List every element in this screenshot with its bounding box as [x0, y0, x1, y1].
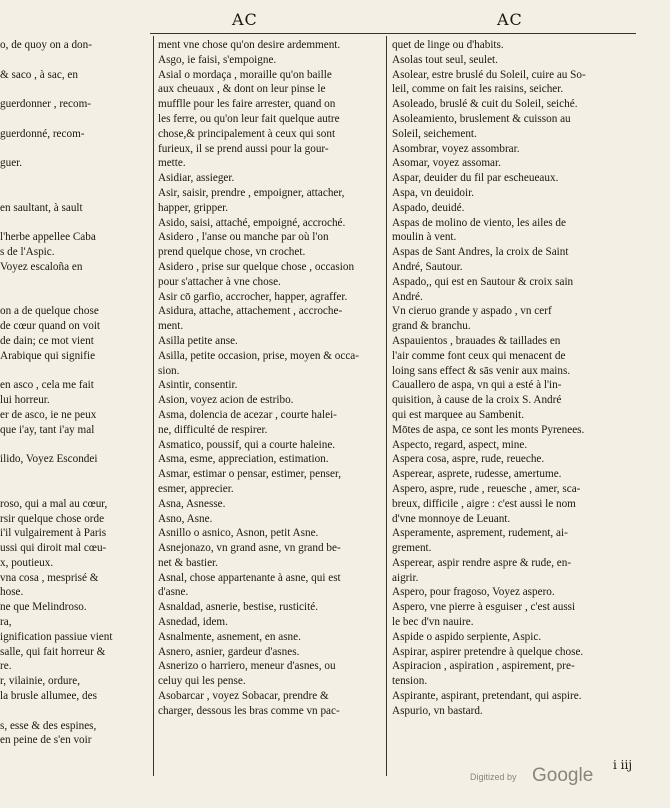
text-line: happer, gripper.	[158, 201, 229, 214]
text-line: grand & branchu.	[392, 320, 471, 333]
text-line: ra,	[0, 616, 12, 629]
text-line: breux, difficile , aigre : c'est aussi le nom	[392, 497, 576, 510]
text-line: d'asne.	[158, 586, 189, 599]
text-line: Asmar, estimar o pensar, estimer, penser,	[158, 468, 342, 481]
text-line: Vn cieruo grande y aspado , vn cerf	[392, 305, 552, 318]
text-line: André, Sautour.	[392, 260, 463, 273]
text-line: Asno, Asne.	[158, 512, 213, 525]
text-line: r, vilainie, ordure,	[0, 675, 81, 688]
text-line: quet de linge ou d'habits.	[392, 39, 504, 51]
text-line: ne, difficulté de respirer.	[158, 423, 268, 436]
text-line: Aspado,, qui est en Sautour & croix sain	[392, 275, 574, 288]
text-line: Aspero, pour fragoso, Voyez aspero.	[392, 586, 555, 599]
text-line: Asial o mordaça , moraille qu'on baille	[158, 68, 332, 81]
text-line: de cœur quand on voit	[0, 320, 101, 333]
text-line: Asion, voyez acion de estribo.	[158, 394, 294, 407]
text-line: ussi qui diroit mal cœu-	[0, 542, 107, 555]
text-line: Aspero, vne pierre à esguiser , c'est aussi	[392, 601, 576, 614]
text-line: i'il vulgairement à Paris	[0, 527, 107, 540]
text-line: Asnero, asnier, gardeur d'asnes.	[158, 645, 300, 658]
text-line: Asgo, ie faisi, s'empoigne.	[158, 53, 277, 66]
text-line: Aspa, vn deuidoir.	[392, 186, 475, 199]
text-line: lui horreur.	[0, 394, 50, 407]
text-line: loing sans effect & sās venir aux mains.	[392, 364, 571, 377]
text-line: charger, dessous les bras comme vn pac-	[158, 704, 340, 717]
text-line: moulin à vent.	[392, 231, 457, 244]
text-line: Asintir, consentir.	[158, 379, 238, 392]
text-line: André.	[392, 290, 423, 303]
text-line: en saultant, à sault	[0, 201, 83, 214]
text-line	[0, 290, 150, 305]
text-line: Asilla, petite occasion, prise, moyen & occa-	[158, 349, 359, 362]
text-line: sion.	[158, 364, 180, 377]
text-line: Asidura, attache, attachement , accroche-	[158, 305, 343, 318]
text-line: Asna, Asnesse.	[158, 497, 226, 510]
text-line: furieux, il se prend aussi pour la gour-	[158, 142, 329, 155]
text-line: Asilla petite anse.	[158, 334, 238, 347]
text-line: leil, comme on fait les raisins, seicher.	[392, 83, 564, 96]
text-line: Asma, esme, appreciation, estimation.	[158, 453, 329, 466]
text-line: Aspas de molino de viento, les ailes de	[392, 216, 566, 229]
text-line: qui est marquee au Sambenit.	[392, 408, 525, 421]
text-line: Asnillo o asnico, Asnon, petit Asne.	[158, 527, 319, 540]
text-line: la brusle allumee, des	[0, 690, 97, 703]
text-line: Asnalmente, asnement, en asne.	[158, 630, 301, 643]
text-line: & saco , à sac, en	[0, 68, 78, 81]
text-line: er de asco, ie ne peux	[0, 408, 97, 421]
text-line: re.	[0, 660, 12, 673]
text-line: grement.	[392, 542, 432, 555]
text-line: l'air comme font ceux qui menacent de	[392, 349, 566, 362]
text-line: Asnejonazo, vn grand asne, vn grand be-	[158, 542, 341, 555]
text-line: Asmatico, poussif, qui a courte haleine.	[158, 438, 336, 451]
text-line	[0, 438, 150, 453]
watermark-prefix: Digitized by	[470, 772, 517, 782]
text-line: Asnal, chose appartenante à asne, qui est	[158, 571, 341, 584]
header-rule	[150, 33, 636, 34]
text-line: Aspero, aspre, rude , reuesche , amer, sca-	[392, 482, 581, 495]
text-line: l'herbe appellee Caba	[0, 231, 96, 244]
text-line: Arabique qui signifie	[0, 349, 96, 362]
text-line: hose.	[0, 586, 24, 599]
text-line: ilido, Voyez Escondei	[0, 453, 98, 466]
text-line: Aspar, deuider du fil par escheueaux.	[392, 172, 559, 185]
text-line: Aspide o aspido serpiente, Aspic.	[392, 630, 542, 643]
text-line: s de l'Aspic.	[0, 246, 55, 259]
text-line: mufflle pour les faire arrester, quand on	[158, 98, 336, 111]
text-line: prend quelque chose, vn crochet.	[158, 246, 306, 259]
text-line: ment.	[158, 320, 184, 333]
column-rule-right	[386, 36, 387, 776]
text-line: tension.	[392, 675, 428, 688]
text-line: pour s'attacher à vne chose.	[158, 275, 281, 288]
text-line: Asnerizo o harriero, meneur d'asnes, ou	[158, 660, 336, 673]
text-line: Soleil, seichement.	[392, 127, 477, 140]
text-line: guerdonner , recom-	[0, 98, 92, 111]
text-line: Asidero , prise sur quelque chose , occasion	[158, 260, 355, 273]
text-line: Asma, dolencia de acezar , courte halei-	[158, 408, 337, 421]
text-line: Cauallero de aspa, vn qui a esté à l'in-	[392, 379, 562, 392]
text-line: rsir quelque chose orde	[0, 512, 105, 525]
text-line	[0, 216, 150, 231]
text-line: en peine de s'en voir	[0, 734, 92, 747]
text-line: de dain; ce mot vient	[0, 334, 94, 347]
text-line: x, poutieux.	[0, 556, 54, 569]
text-line: esmer, apprecier.	[158, 482, 234, 495]
text-line: Mōtes de aspa, ce sont les monts Pyrenees.	[392, 423, 585, 436]
text-line: ne que Melindroso.	[0, 601, 87, 614]
text-line: Asoleamiento, bruslement & cuisson au	[392, 112, 571, 125]
text-line: Asperear, asprete, rudesse, amertume.	[392, 468, 562, 481]
column-left	[0, 38, 150, 778]
text-line: guer.	[0, 157, 23, 170]
text-line: Aspauientos , brauades & taillades en	[392, 334, 561, 347]
text-line: on a de quelque chose	[0, 305, 99, 318]
text-line: d'vne monnoye de Leuant.	[392, 512, 511, 525]
text-line: Aspecto, regard, aspect, mine.	[392, 438, 528, 451]
text-line: Asomar, voyez assomar.	[392, 157, 501, 170]
text-line: salle, qui fait horreur &	[0, 645, 106, 658]
text-line: aux cheuaux , & dont on leur pinse le	[158, 83, 326, 96]
text-line: Asido, saisi, attaché, empoigné, accroché.	[158, 216, 346, 229]
text-line: Asidiar, assieger.	[158, 172, 235, 185]
text-line: Asolear, estre bruslé du Soleil, cuire au So-	[392, 68, 586, 81]
text-line	[0, 704, 150, 719]
text-line: Aspas de Sant Andres, la croix de Saint	[392, 246, 569, 259]
text-line: le bec d'vn nauire.	[392, 616, 474, 629]
text-line	[0, 142, 150, 157]
text-line: aigrir.	[392, 571, 419, 584]
text-line: chose,& principalement à ceux qui sont	[158, 127, 336, 140]
text-line: Aspirante, aspirant, pretendant, qui aspire.	[392, 690, 582, 703]
text-line: Asir cō garfio, accrocher, happer, agraffer.	[158, 290, 348, 303]
column-right	[392, 38, 636, 773]
text-line: Aspiracion , aspiration , aspirement, pre-	[392, 660, 575, 673]
text-line: Asolas tout seul, seulet.	[392, 53, 498, 66]
running-head-left: AC	[232, 10, 258, 29]
text-line: s, esse & des espines,	[0, 719, 97, 732]
column-rule-left	[153, 36, 154, 776]
text-line	[0, 275, 150, 290]
watermark-brand: Google	[532, 765, 594, 786]
text-line: Voyez escaloña en	[0, 260, 83, 273]
text-line: celuy qui les pense.	[158, 675, 246, 688]
column-middle	[158, 38, 380, 778]
text-line	[0, 82, 150, 97]
signature-mark: i iij	[613, 758, 633, 772]
text-line: Asoleado, bruslé & cuit du Soleil, seiché.	[392, 98, 578, 111]
text-line: ment vne chose qu'on desire ardemment.	[158, 39, 341, 51]
text-line: Asnaldad, asnerie, bestise, rusticité.	[158, 601, 318, 614]
text-line	[0, 53, 150, 68]
text-line: Aspurio, vn bastard.	[392, 704, 483, 717]
text-line: roso, qui a mal au cœur,	[0, 497, 108, 510]
text-line: Asombrar, voyez assombrar.	[392, 142, 520, 155]
text-line: Asidero , l'anse ou manche par où l'on	[158, 231, 329, 244]
text-line: quisition, à cause de la croix S. André	[392, 394, 562, 407]
text-line: en asco , cela me fait	[0, 379, 94, 392]
text-line: Asobarcar , voyez Sobacar, prendre &	[158, 690, 329, 703]
text-line	[0, 467, 150, 482]
text-line: ignification passiue vient	[0, 630, 113, 643]
text-line: les ferre, ou qu'on leur fait quelque autre	[158, 112, 340, 125]
text-line	[0, 171, 150, 186]
text-line	[0, 364, 150, 379]
text-line: vna cosa , mesprisé &	[0, 571, 99, 584]
text-line: que i'ay, tant i'ay mal	[0, 423, 95, 436]
text-line: Asperear, aspir rendre aspre & rude, en-	[392, 556, 572, 569]
text-line: Aspera cosa, aspre, rude, reueche.	[392, 453, 545, 466]
text-line	[0, 112, 150, 127]
text-line: Asnedad, idem.	[158, 616, 228, 629]
text-line: Asperamente, asprement, rudement, ai-	[392, 527, 568, 540]
running-head-right: AC	[497, 10, 523, 29]
text-line: Aspirar, aspirer pretendre à quelque chose.	[392, 645, 584, 658]
text-line: Aspado, deuidé.	[392, 201, 465, 214]
text-line: guerdonné, recom-	[0, 127, 85, 140]
text-line: net & bastier.	[158, 556, 218, 569]
text-line: mette.	[158, 157, 186, 170]
text-line	[0, 186, 150, 201]
text-line: o, de quoy on a don-	[0, 39, 92, 51]
text-line	[0, 482, 150, 497]
text-line: Asir, saisir, prendre , empoigner, attacher,	[158, 186, 345, 199]
